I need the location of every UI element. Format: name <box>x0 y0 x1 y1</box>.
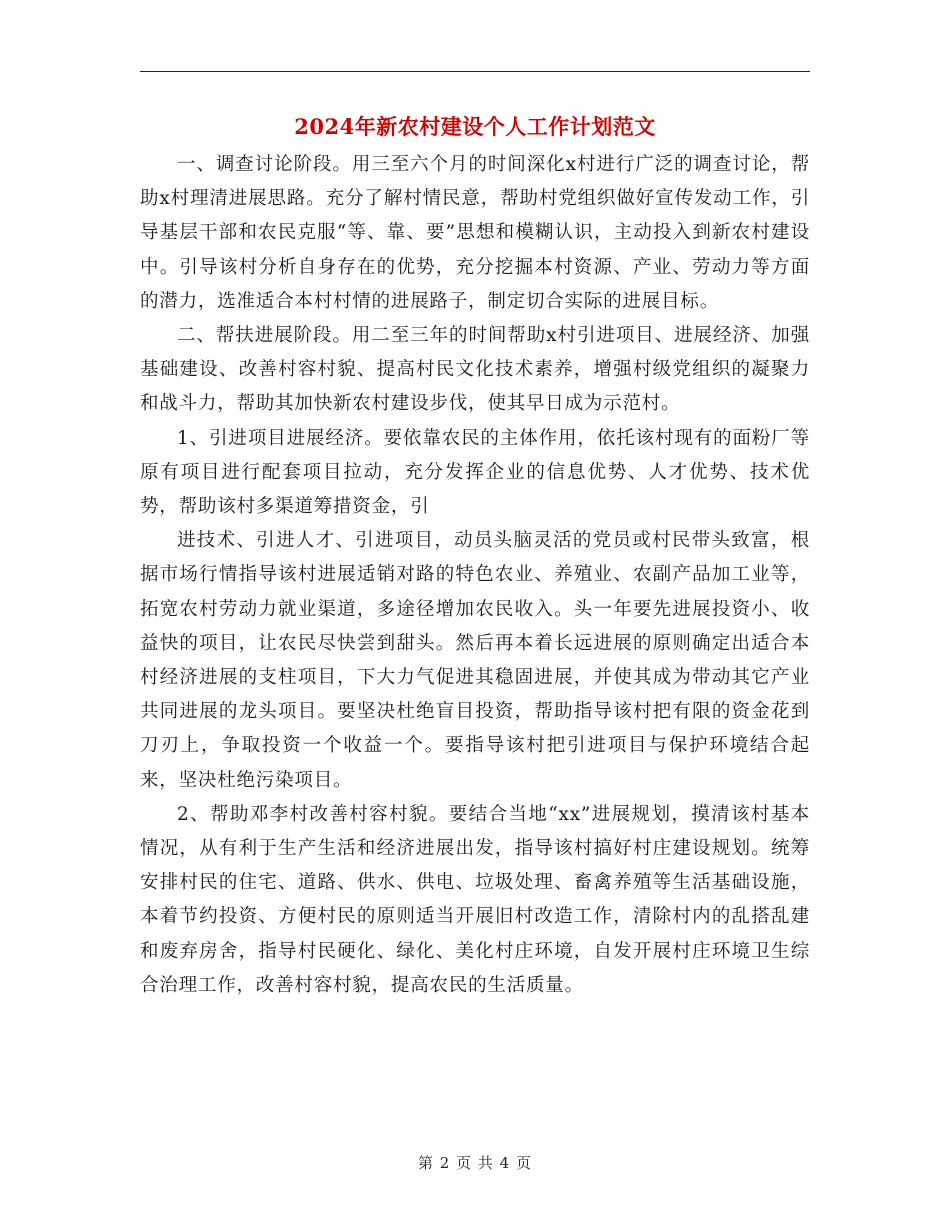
paragraph-3: 1、引进项目进展经济。要依靠农民的主体作用，依托该村现有的面粉厂等原有项目进行配套项目拉动，充分发挥企业的信息优势、人才优势、技术优势，帮助该村多渠道筹措资金，引 <box>140 427 810 518</box>
paragraph-4: 进技术、引进人才、引进项目，动员头脑灵活的党员或村民带头致富，根据市场行情指导该村进展适销对路的特色农业、养殖业、农副产品加工业等，拓宽农村劳动力就业渠道，多途径增加农民收入。头一年要先进展投资小、收益快的项目，让农民尽快尝到甜头。然后再本着长远进展的原则确定出适合本村经济进展的支柱项目，下大力气促进其稳固进展，并使其成为带动其它产业共同进展的龙头项目。要坚决杜绝盲目投资，帮助指导该村把有限的资金花到刀刃上，争取投资一个收益一个。要指导该村把引进项目与保护环境结合起来，坚决杜绝污染项目。 <box>140 530 810 791</box>
document-body <box>140 148 810 1003</box>
header-rule <box>140 71 810 72</box>
paragraph-2: 二、帮扶进展阶段。用二至三年的时间帮助x村引进项目、进展经济、加强基础建设、改善村容村貌、提高村民文化技术素养，增强村级党组织的凝聚力和战斗力，帮助其加快新农村建设步伐，使其早日成为示范村。 <box>140 325 810 415</box>
paragraph-5: 2、帮助邓李村改善村容村貌。要结合当地“xx”进展规划，摸清该村基本情况，从有利于生产生活和经济进展出发，指导该村搞好村庄建设规划。统筹安排村民的住宅、道路、供水、供电、垃圾处理、畜禽养殖等生活基础设施，本着节约投资、方便村民的原则适当开展旧村改造工作，清除村内的乱搭乱建和废弃房舍，指导村民硬化、绿化、美化村庄环境，自发开展村庄环境卫生综合治理工作，改善村容村貌，提高农民的生活质量。 <box>140 803 810 996</box>
page-number-footer: 第 2 页 共 4 页 <box>418 1154 532 1172</box>
paragraph-1: 一、调查讨论阶段。用三至六个月的时间深化x村进行广泛的调查讨论，帮助x村理清进展思路。充分了解村情民意，帮助村党组织做好宣传发动工作，引导基层干部和农民克服“等、靠、要”思想和模糊认识，主动投入到新农村建设中。引导该村分析自身存在的优势，充分挖掘本村资源、产业、劳动力等方面的潜力，选准适合本村村情的进展路子，制定切合实际的进展目标。 <box>140 154 810 312</box>
document-title: 2024年新农村建设个人工作计划范文 <box>294 114 656 139</box>
